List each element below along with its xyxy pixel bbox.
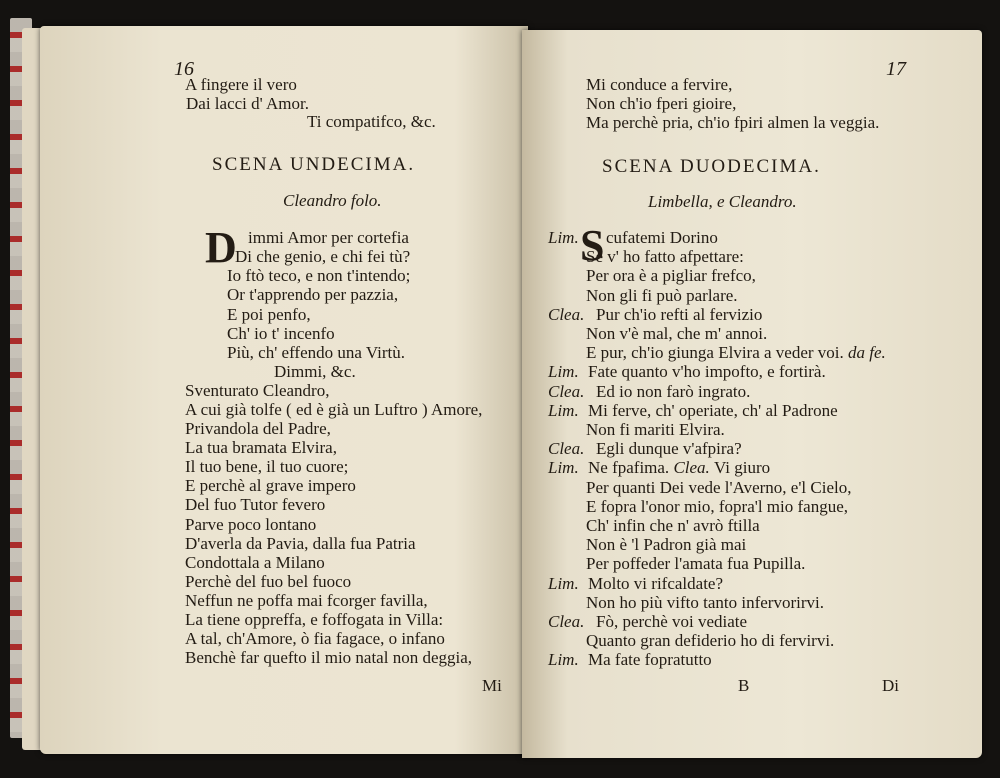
verse-line: Del fuo Tutor fevero: [185, 495, 326, 514]
dialogue-line: Per quanti Dei vede l'Averno, e'l Cielo,: [586, 477, 852, 497]
scene-characters: Cleandro folo.: [283, 191, 382, 210]
stage-direction: da fe.: [843, 343, 886, 363]
verse-line: La tiene oppreffa, e foffogata in Villa:: [185, 610, 444, 629]
dialogue-line: cufatemi Dorino: [606, 228, 718, 247]
scene-characters: Limbella, e Cleandro.: [648, 192, 797, 211]
verse-line: E poi penfo,: [227, 305, 311, 324]
verse-line: Or t'apprendo per pazzia,: [227, 285, 399, 304]
dialogue-line: Per ora è a pigliar frefco,: [586, 266, 756, 286]
speaker-label: Clea.: [548, 439, 585, 459]
dialogue-line: E fopra l'onor mio, fopra'l mio fangue,: [586, 496, 848, 516]
dialogue-line: Se v' ho fatto afpettare:: [586, 247, 744, 267]
dialogue-line: Ch' infin che n' avrò ftilla: [586, 516, 760, 535]
right-page: [522, 30, 982, 758]
page-number: 16: [174, 58, 194, 80]
speaker-label: Lim.: [548, 458, 579, 478]
scene-title: SCENA DUODECIMA.: [602, 156, 821, 177]
speaker-label: Lim.: [548, 362, 579, 382]
verse-line: Ti compatifco, &c.: [307, 112, 436, 131]
verse-line: Più, ch' effendo una Virtù.: [227, 343, 405, 362]
speaker-label: Clea.: [548, 381, 585, 401]
dialogue-line: Quanto gran defiderio ho di fervirvi.: [586, 631, 835, 651]
verse-line: Ch' io t' incenfo: [227, 324, 335, 343]
verse-line: Dimmi, &c.: [274, 362, 356, 381]
drop-cap: D: [205, 223, 237, 272]
speaker-label: Lim.: [548, 228, 579, 247]
verse-line: Parve poco lontano: [185, 515, 317, 534]
dialogue-line: Egli dunque v'afpira?: [596, 439, 742, 459]
scene-title: SCENA UNDECIMA.: [212, 154, 416, 175]
page-number: 17: [886, 58, 906, 80]
speaker-label: Lim.: [548, 400, 579, 420]
dialogue-line: Fate quanto v'ho impofto, e fortirà.: [588, 362, 826, 382]
signature-mark: B: [738, 676, 750, 695]
dialogue-line: Non è 'l Padron già mai: [586, 535, 747, 555]
verse-line: Privandola del Padre,: [185, 419, 331, 438]
verse-line: Benchè far quefto il mio natal non deggia,: [185, 648, 473, 667]
speaker-label: Lim.: [548, 650, 579, 670]
dialogue-line: Ma fate fopratutto: [588, 650, 712, 670]
verse-line: Non ch'io fperi gioire,: [586, 94, 737, 113]
verse-line: Ma perchè pria, ch'io fpiri almen la veggia.: [586, 113, 880, 132]
dialogue-line: Fò, perchè voi vediate: [596, 612, 748, 631]
speaker-label: Clea.: [669, 458, 715, 478]
dialogue-line: Non fi mariti Elvira.: [586, 420, 725, 439]
verse-line: La tua bramata Elvira,: [185, 438, 337, 457]
verse-line: Il tuo bene, il tuo cuore;: [185, 457, 349, 476]
dialogue-text: Vi giuro: [714, 458, 771, 478]
verse-line: E perchè al grave impero: [185, 476, 356, 495]
dialogue-line: Mi ferve, ch' operiate, ch' al Padrone: [588, 400, 838, 420]
dialogue-line: Pur ch'io refti al fervizio: [596, 304, 763, 324]
speaker-label: Clea.: [548, 304, 585, 324]
dialogue-line: Non ho più vifto tanto infervorirvi.: [586, 592, 824, 612]
verse-line: Perchè del fuo bel fuoco: [185, 572, 352, 591]
dialogue-line: Per poffeder l'amata fua Pupilla.: [586, 554, 806, 574]
verse-line: Io ftò teco, e non t'intendo;: [227, 266, 411, 285]
verse-line: Mi conduce a fervire,: [586, 75, 733, 94]
verse-line: A fingere il vero: [185, 75, 297, 94]
verse-line: immi Amor per cortefia: [248, 228, 409, 247]
verse-line: Neffun ne poffa mai fcorger favilla,: [185, 591, 428, 610]
dialogue-line: Non gli fi può parlare.: [586, 285, 738, 305]
speaker-label: Clea.: [548, 612, 585, 631]
dialogue-line: Ed io non farò ingrato.: [596, 381, 751, 401]
dialogue-line: Non v'è mal, che m' annoi.: [586, 324, 768, 343]
verse-line: Di che genio, e chi fei tù?: [235, 247, 411, 266]
drop-cap: S: [580, 221, 605, 270]
speaker-label: Lim.: [548, 573, 579, 593]
left-page: [40, 26, 528, 754]
verse-line: D'averla da Pavia, dalla fua Patria: [185, 534, 416, 553]
verse-line: A cui già tolfe ( ed è già un Luftro ) Amore,: [185, 400, 483, 419]
catchword: Di: [882, 676, 899, 695]
dialogue-line: E pur, ch'io giunga Elvira a veder voi. da fe.: [586, 343, 886, 363]
dialogue-line: Molto vi rifcaldate?: [588, 573, 724, 593]
catchword: Mi: [482, 676, 502, 695]
verse-line: Dai lacci d' Amor.: [186, 93, 309, 113]
verse-line: A tal, ch'Amore, ò fia fagace, o infano: [185, 629, 445, 648]
verse-line: Condottala a Milano: [185, 553, 325, 572]
dialogue-line: Ne fpafima. Clea. Vi giuro: [588, 458, 771, 478]
verse-line: Sventurato Cleandro,: [185, 381, 330, 400]
